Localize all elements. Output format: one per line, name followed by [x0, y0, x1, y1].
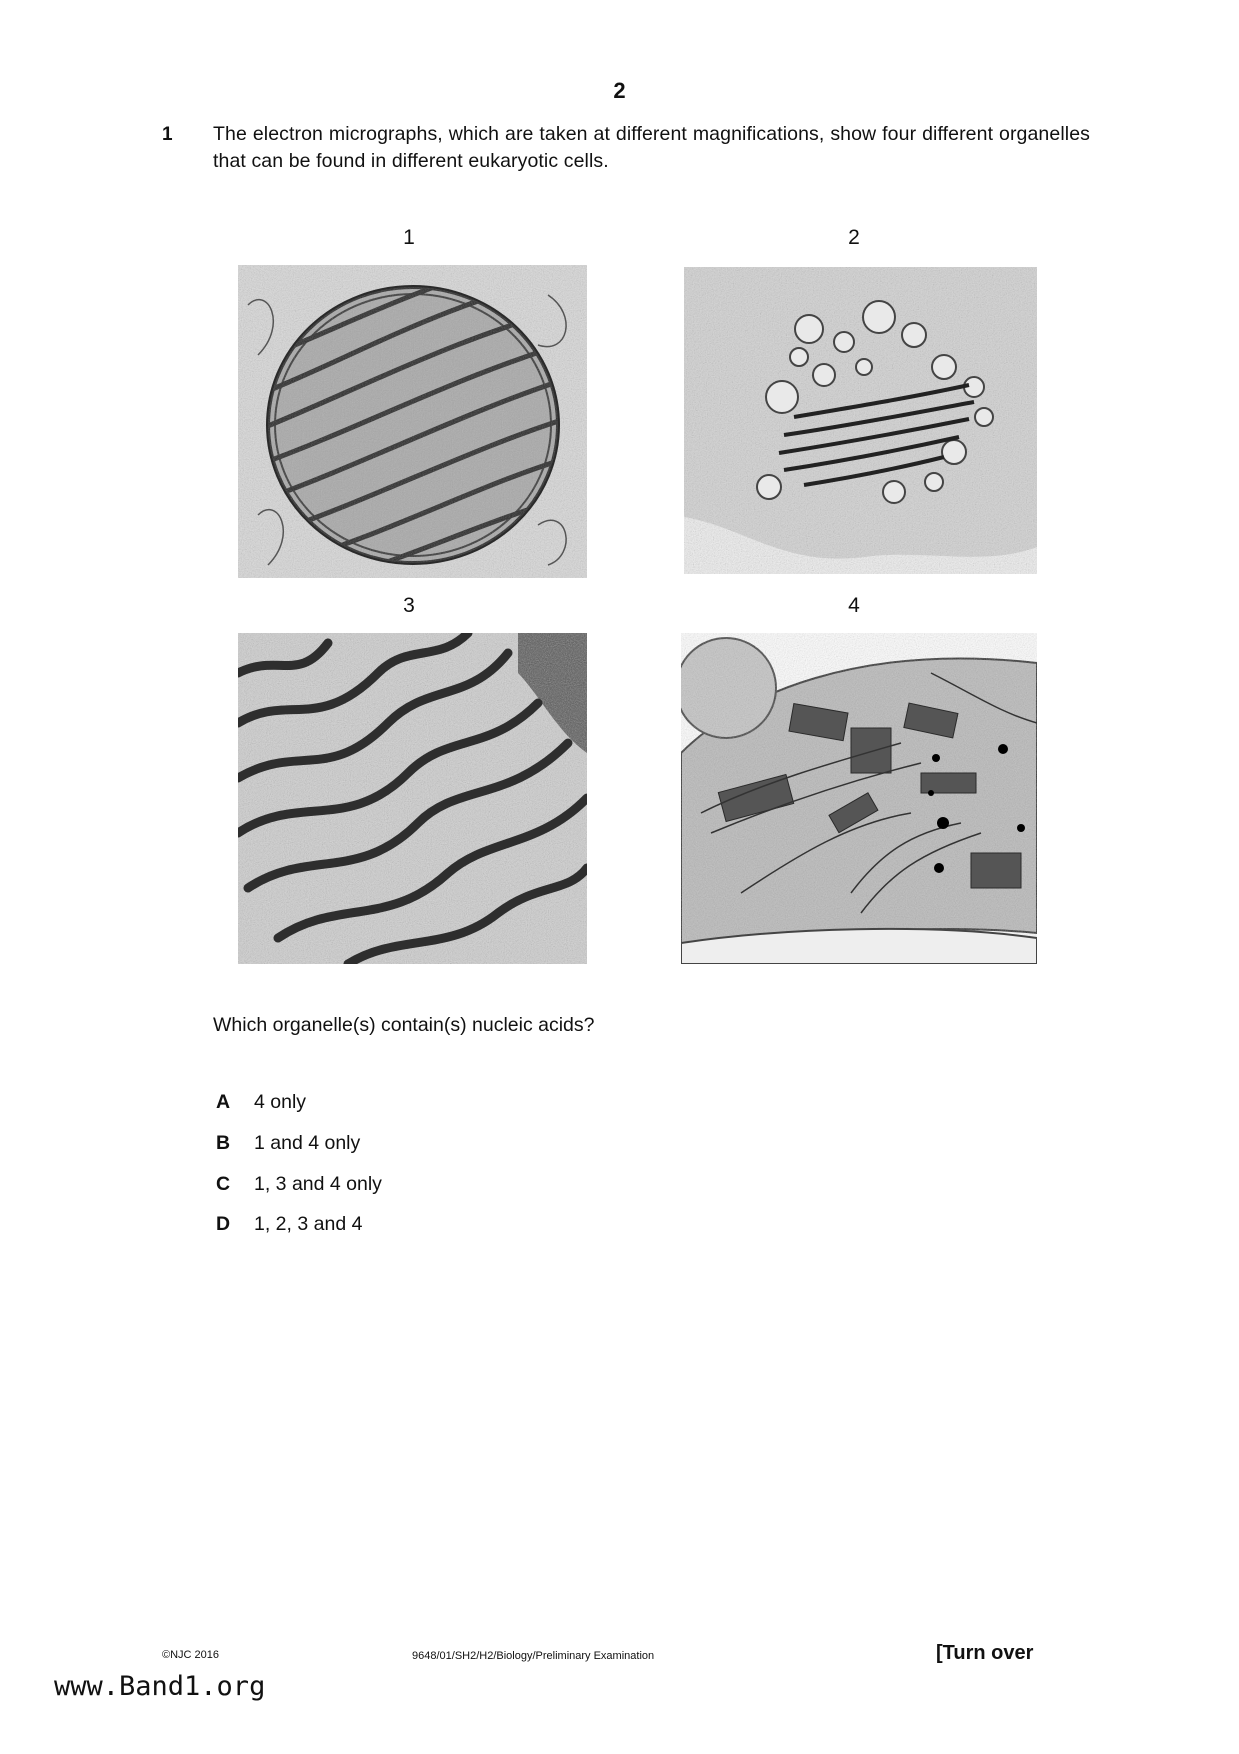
- option-letter: A: [216, 1091, 231, 1113]
- figure-label-2: 2: [848, 226, 860, 249]
- figure-label-3: 3: [403, 594, 415, 617]
- option-letter: B: [216, 1132, 231, 1154]
- question-prompt: Which organelle(s) contain(s) nucleic acids?: [213, 1014, 595, 1036]
- question-number: 1: [162, 124, 173, 145]
- question-text: The electron micrographs, which are taken at different magnifications, show four different organelles that can be found in different eukaryotic cells.: [213, 123, 1090, 172]
- micrograph-golgi: [684, 267, 1037, 574]
- option-b: [216, 1132, 360, 1155]
- footer-copyright: ©NJC 2016: [162, 1649, 220, 1661]
- option-letter: C: [216, 1173, 231, 1195]
- micrograph-rough-er: [238, 633, 587, 964]
- figure-label-1: 1: [403, 226, 415, 249]
- footer-paper-code: 9648/01/SH2/H2/Biology/Preliminary Examination: [412, 1650, 655, 1662]
- page-number: 2: [613, 78, 626, 103]
- option-a: [216, 1091, 306, 1114]
- option-text: 1, 3 and 4 only: [254, 1173, 382, 1195]
- option-c: [216, 1173, 382, 1196]
- figure-label-4: 4: [848, 594, 860, 617]
- footer-turn-over: [Turn over: [936, 1642, 1034, 1664]
- option-text: 1 and 4 only: [254, 1132, 361, 1154]
- option-d: [216, 1213, 362, 1236]
- option-letter: D: [216, 1213, 231, 1235]
- micrograph-chloroplast: [681, 633, 1037, 964]
- micrograph-mitochondrion: [238, 265, 587, 578]
- watermark: www.Band1.org: [54, 1671, 266, 1702]
- option-text: 4 only: [254, 1091, 307, 1113]
- option-text: 1, 2, 3 and 4: [254, 1213, 363, 1235]
